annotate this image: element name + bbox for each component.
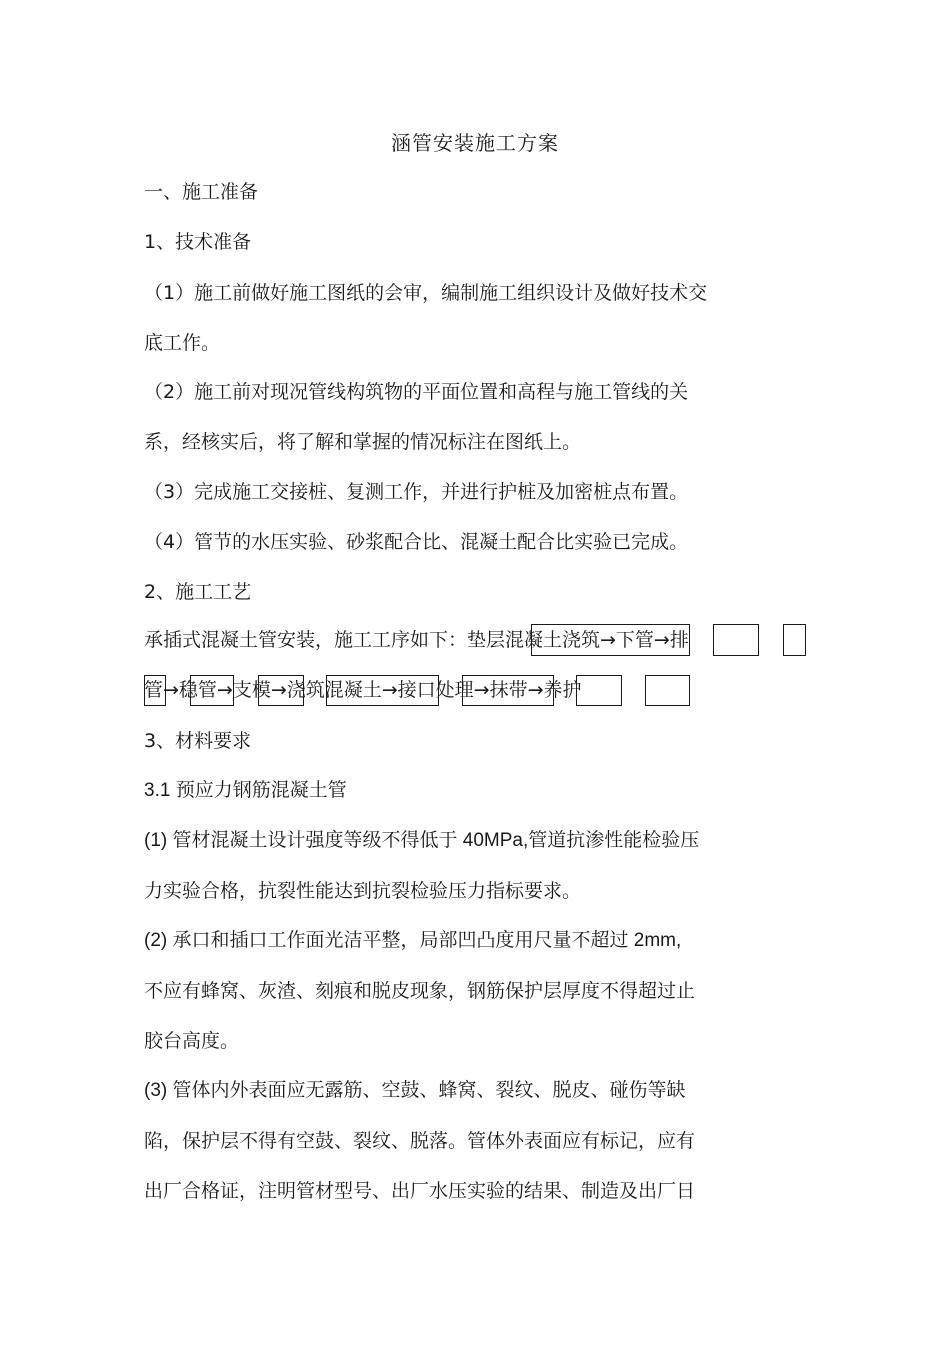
paragraph-line: 力实验合格，抗裂性能达到抗裂检验压力指标要求。 [144,880,582,902]
flow-box [783,624,806,656]
paragraph-line: 底工作。 [144,332,221,354]
paragraph-line: (3) 管体内外表面应无露筋、空鼓、蜂窝、裂纹、脱皮、碰伤等缺 [144,1080,686,1101]
paragraph-line: （3）完成施工交接桩、复测工作，并进行护桩及加密桩点布置。 [144,481,689,503]
paragraph-line: (1) 管材混凝土设计强度等级不得低于 40MPa,管道抗渗性能检验压 [144,830,700,851]
flow-box [258,675,304,706]
flow-box [713,624,759,656]
paragraph-line: （4）管节的水压实验、砂浆配合比、混凝土配合比实验已完成。 [144,531,689,553]
subsection-heading: 3、材料要求 [144,730,252,752]
flow-box [645,675,690,706]
paragraph-line: （2）施工前对现况管线构筑物的平面位置和高程与施工管线的关 [144,381,689,403]
paragraph-line: 系，经核实后，将了解和掌握的情况标注在图纸上。 [144,431,582,453]
flow-box [144,675,166,706]
paragraph-line: (2) 承口和插口工作面光洁平整，局部凹凸度用尺量不超过 2mm, [144,930,682,951]
paragraph-line: 胶台高度。 [144,1030,240,1052]
paragraph-line: 不应有蜂窝、灰渣、刻痕和脱皮现象，钢筋保护层厚度不得超过止 [144,980,696,1002]
flow-box [462,675,554,706]
paragraph-line: （1）施工前做好施工图纸的会审，编制施工组织设计及做好技术交 [144,282,708,304]
flow-box [326,675,439,706]
flow-box [531,624,690,656]
paragraph-line: 出厂合格证，注明管材型号、出厂水压实验的结果、制造及出厂日 [144,1180,696,1202]
subsection-heading: 1、技术准备 [144,231,252,253]
paragraph-line: 陷，保护层不得有空鼓、裂纹、脱落。管体外表面应有标记，应有 [144,1130,696,1152]
page-title: 涵管安装施工方案 [391,131,559,155]
section-heading: 一、施工准备 [144,181,259,203]
subsection-heading: 2、施工工艺 [144,581,252,603]
flow-line: 承插式混凝土管安装，施工工序如下：垫层混凝土浇筑→下管→排 [144,629,689,651]
subsection-heading: 3.1 预应力钢筋混凝土管 [144,780,347,801]
flow-line: 管→稳管→支模→浇筑混凝土→接口处理→抹带→养护 [144,679,582,701]
flow-box [576,675,622,706]
flow-box [190,675,234,706]
